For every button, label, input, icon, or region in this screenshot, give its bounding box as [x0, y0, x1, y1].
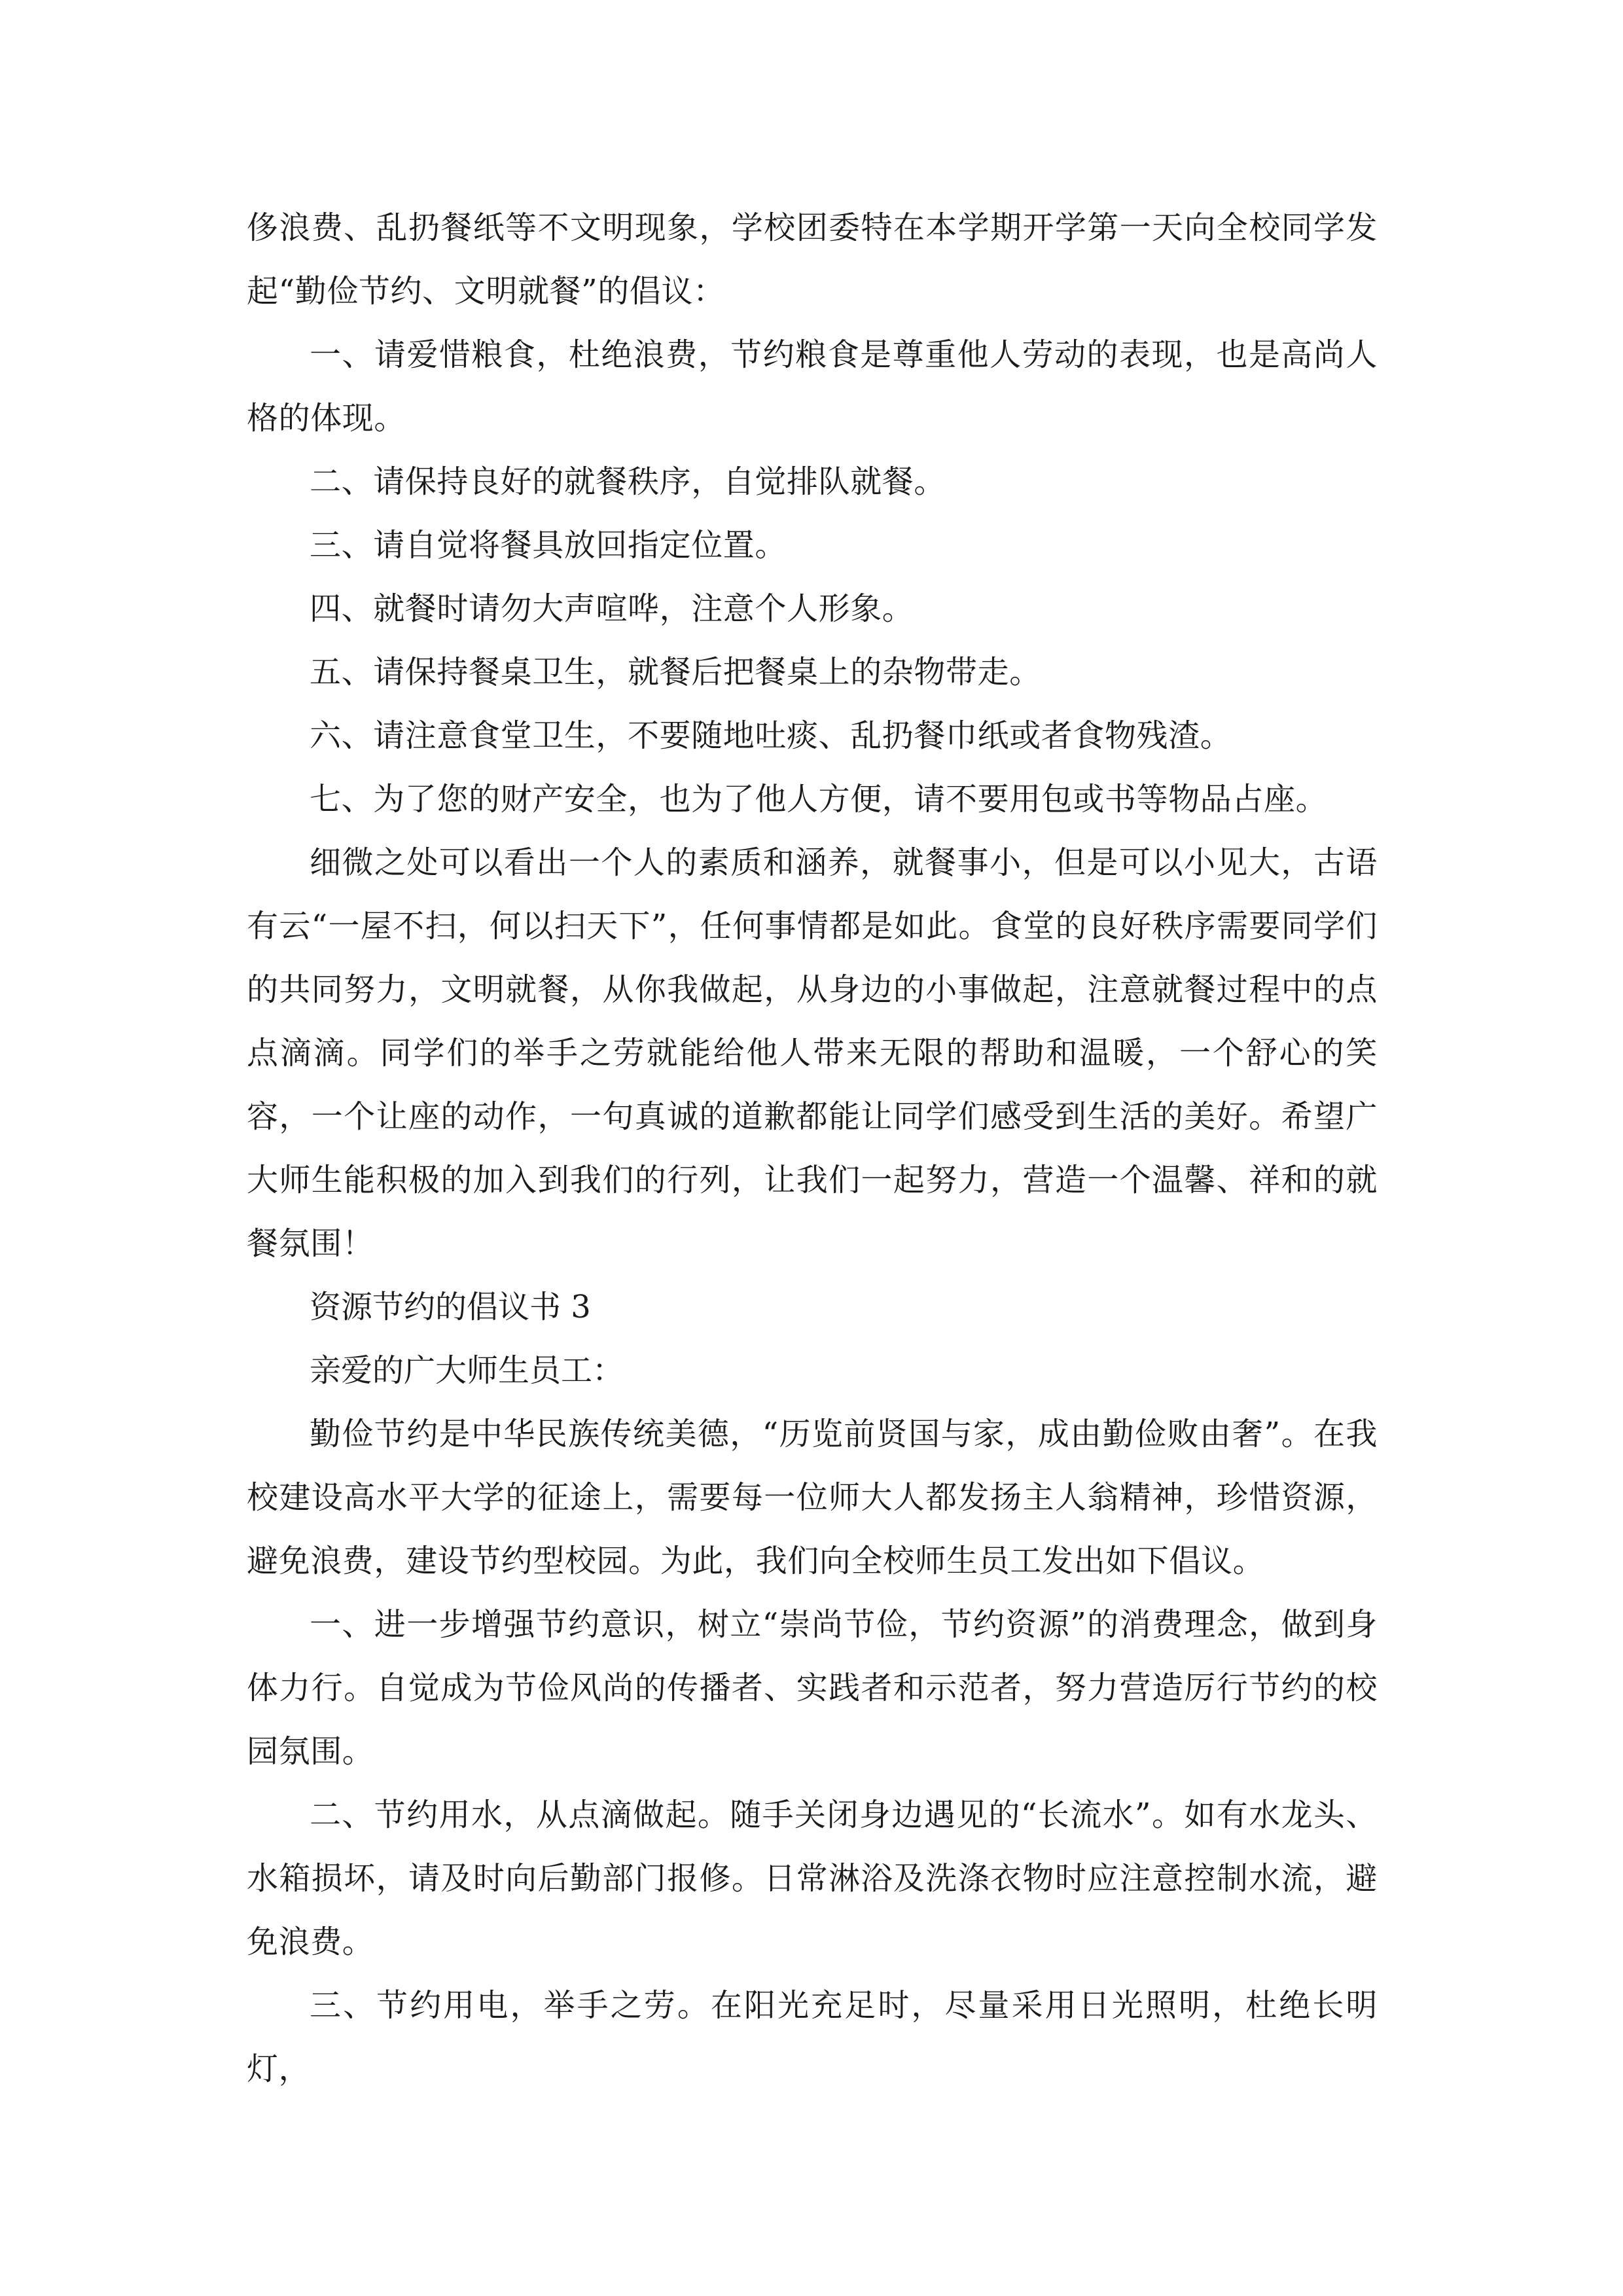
paragraph-continuation: 侈浪费、乱扔餐纸等不文明现象，学校团委特在本学期开学第一天向全校同学发起“勤俭节约、文明就餐”的倡议：: [247, 209, 1378, 310]
section-title: 资源节约的倡议书 3: [310, 1289, 591, 1325]
document-page: [247, 196, 1378, 2101]
paragraph-proposal-3: 三、节约用电，举手之劳。在阳光充足时，尽量采用日光照明，杜绝长明灯，: [247, 1987, 1378, 2087]
paragraph-proposal-1: 一、进一步增强节约意识，树立“崇尚节俭，节约资源”的消费理念，做到身体力行。自觉成为节俭风尚的传播者、实践者和示范者，努力营造厉行节约的校园氛围。: [247, 1606, 1378, 1770]
paragraph-proposal-2: 二、节约用水，从点滴做起。随手关闭身边遇见的“长流水”。如有水龙头、水箱损坏，请及时向后勤部门报修。日常淋浴及洗涤衣物时应注意控制水流，避免浪费。: [247, 1797, 1378, 1960]
paragraph-item-6: 六、请注意食堂卫生，不要随地吐痰、乱扔餐巾纸或者食物残渣。: [310, 717, 1232, 754]
salutation: 亲爱的广大师生员工：: [310, 1352, 624, 1389]
paragraph-item-3: 三、请自觉将餐具放回指定位置。: [310, 527, 787, 564]
paragraph-item-1: 一、请爱惜粮食，杜绝浪费，节约粮食是尊重他人劳动的表现，也是高尚人格的体现。: [247, 336, 1378, 437]
paragraph-item-5: 五、请保持餐桌卫生，就餐后把餐桌上的杂物带走。: [310, 654, 1041, 691]
paragraph-item-2: 二、请保持良好的就餐秩序，自觉排队就餐。: [310, 463, 946, 500]
paragraph-conclusion: 细微之处可以看出一个人的素质和涵养，就餐事小，但是可以小见大，古语有云“一屋不扫，何以扫天下”，任何事情都是如此。食堂的良好秩序需要同学们的共同努力，文明就餐，从你我做起，从身边的小事做起，注意就餐过程中的点点滴滴。同学们的举手之劳就能给他人带来无限的帮助和温暖，一个舒心的笑容，一个让座的动作，一句真诚的道歉都能让同学们感受到生活的美好。希望广大师生能积极的加入到我们的行列，让我们一起努力，营造一个温馨、祥和的就餐氛围！: [247, 844, 1378, 1262]
paragraph-intro: 勤俭节约是中华民族传统美德，“历览前贤国与家，成由勤俭败由奢”。在我校建设高水平大学的征途上，需要每一位师大人都发扬主人翁精神，珍惜资源，避免浪费，建设节约型校园。为此，我们向全校师生员工发出如下倡议。: [247, 1416, 1378, 1579]
paragraph-item-7: 七、为了您的财产安全，也为了他人方便，请不要用包或书等物品占座。: [310, 781, 1328, 817]
paragraph-item-4: 四、就餐时请勿大声喧哗，注意个人形象。: [310, 590, 914, 627]
